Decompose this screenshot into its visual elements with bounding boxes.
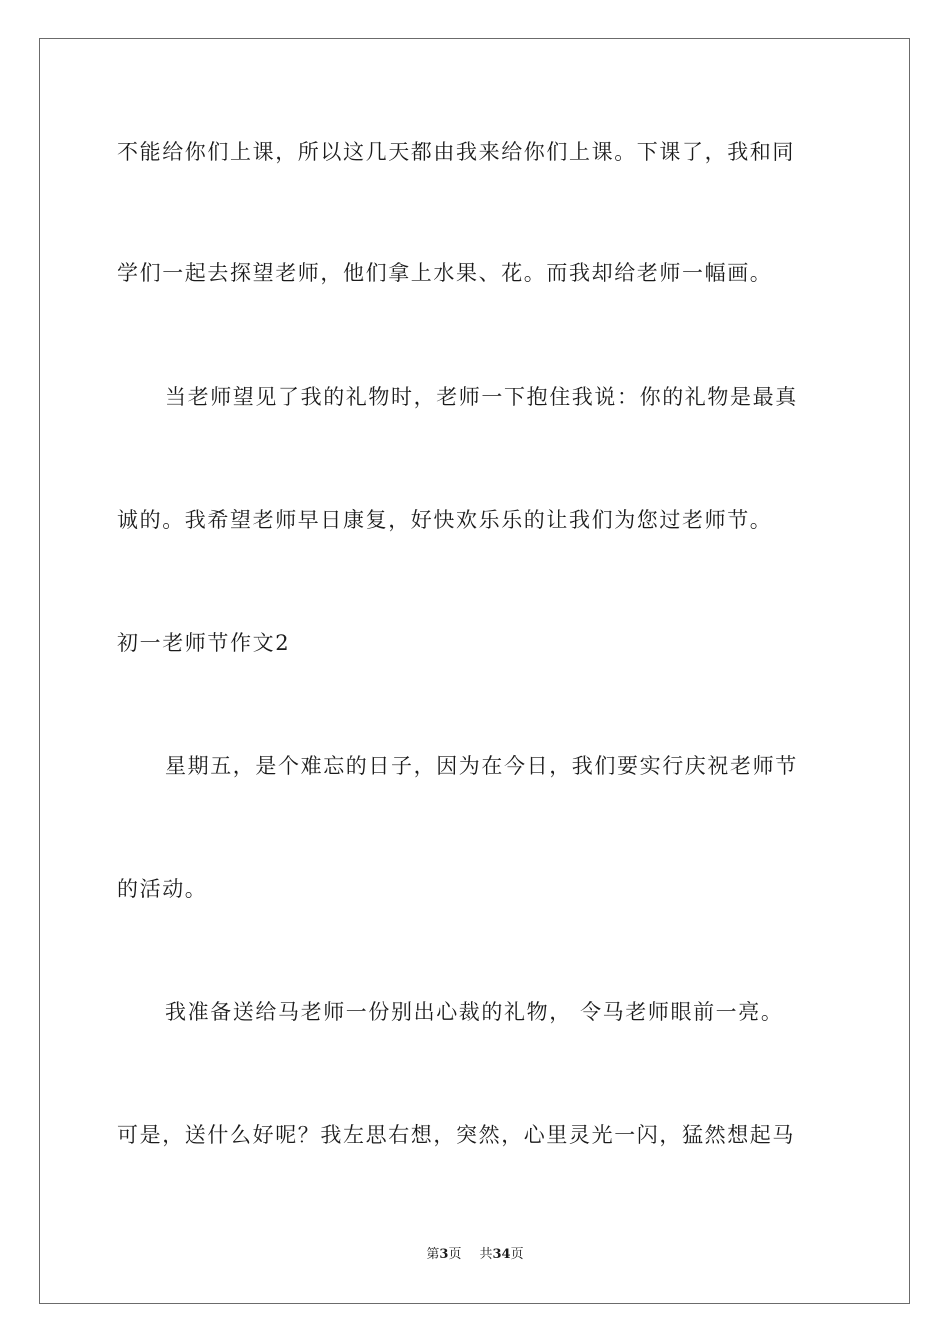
body-line: 诚的。我希望老师早日康复，好快欢乐乐的让我们为您过老师节。 — [117, 508, 773, 532]
page-footer — [0, 1246, 950, 1264]
page-number: 第3页 — [426, 1247, 462, 1262]
body-line: 可是，送什么好呢？我左思右想，突然，心里灵光一闪，猛然想起马 — [117, 1123, 795, 1147]
paragraph-start-line: 星期五，是个难忘的日子，因为在今日，我们要实行庆祝老师节 — [165, 754, 798, 778]
body-line: 学们一起去探望老师，他们拿上水果、花。而我却给老师一幅画。 — [117, 261, 773, 285]
body-line: 不能给你们上课，所以这几天都由我来给你们上课。下课了，我和同 — [117, 140, 795, 164]
paragraph-start-line: 当老师望见了我的礼物时，老师一下抱住我说：你的礼物是最真 — [165, 385, 798, 409]
paragraph-start-line: 我准备送给马老师一份别出心裁的礼物， 令马老师眼前一亮。 — [165, 1000, 784, 1024]
page-total: 共34页 — [479, 1247, 524, 1262]
page-border — [39, 38, 910, 1304]
section-heading: 初一老师节作文2 — [117, 631, 291, 655]
body-line: 的活动。 — [117, 877, 208, 901]
